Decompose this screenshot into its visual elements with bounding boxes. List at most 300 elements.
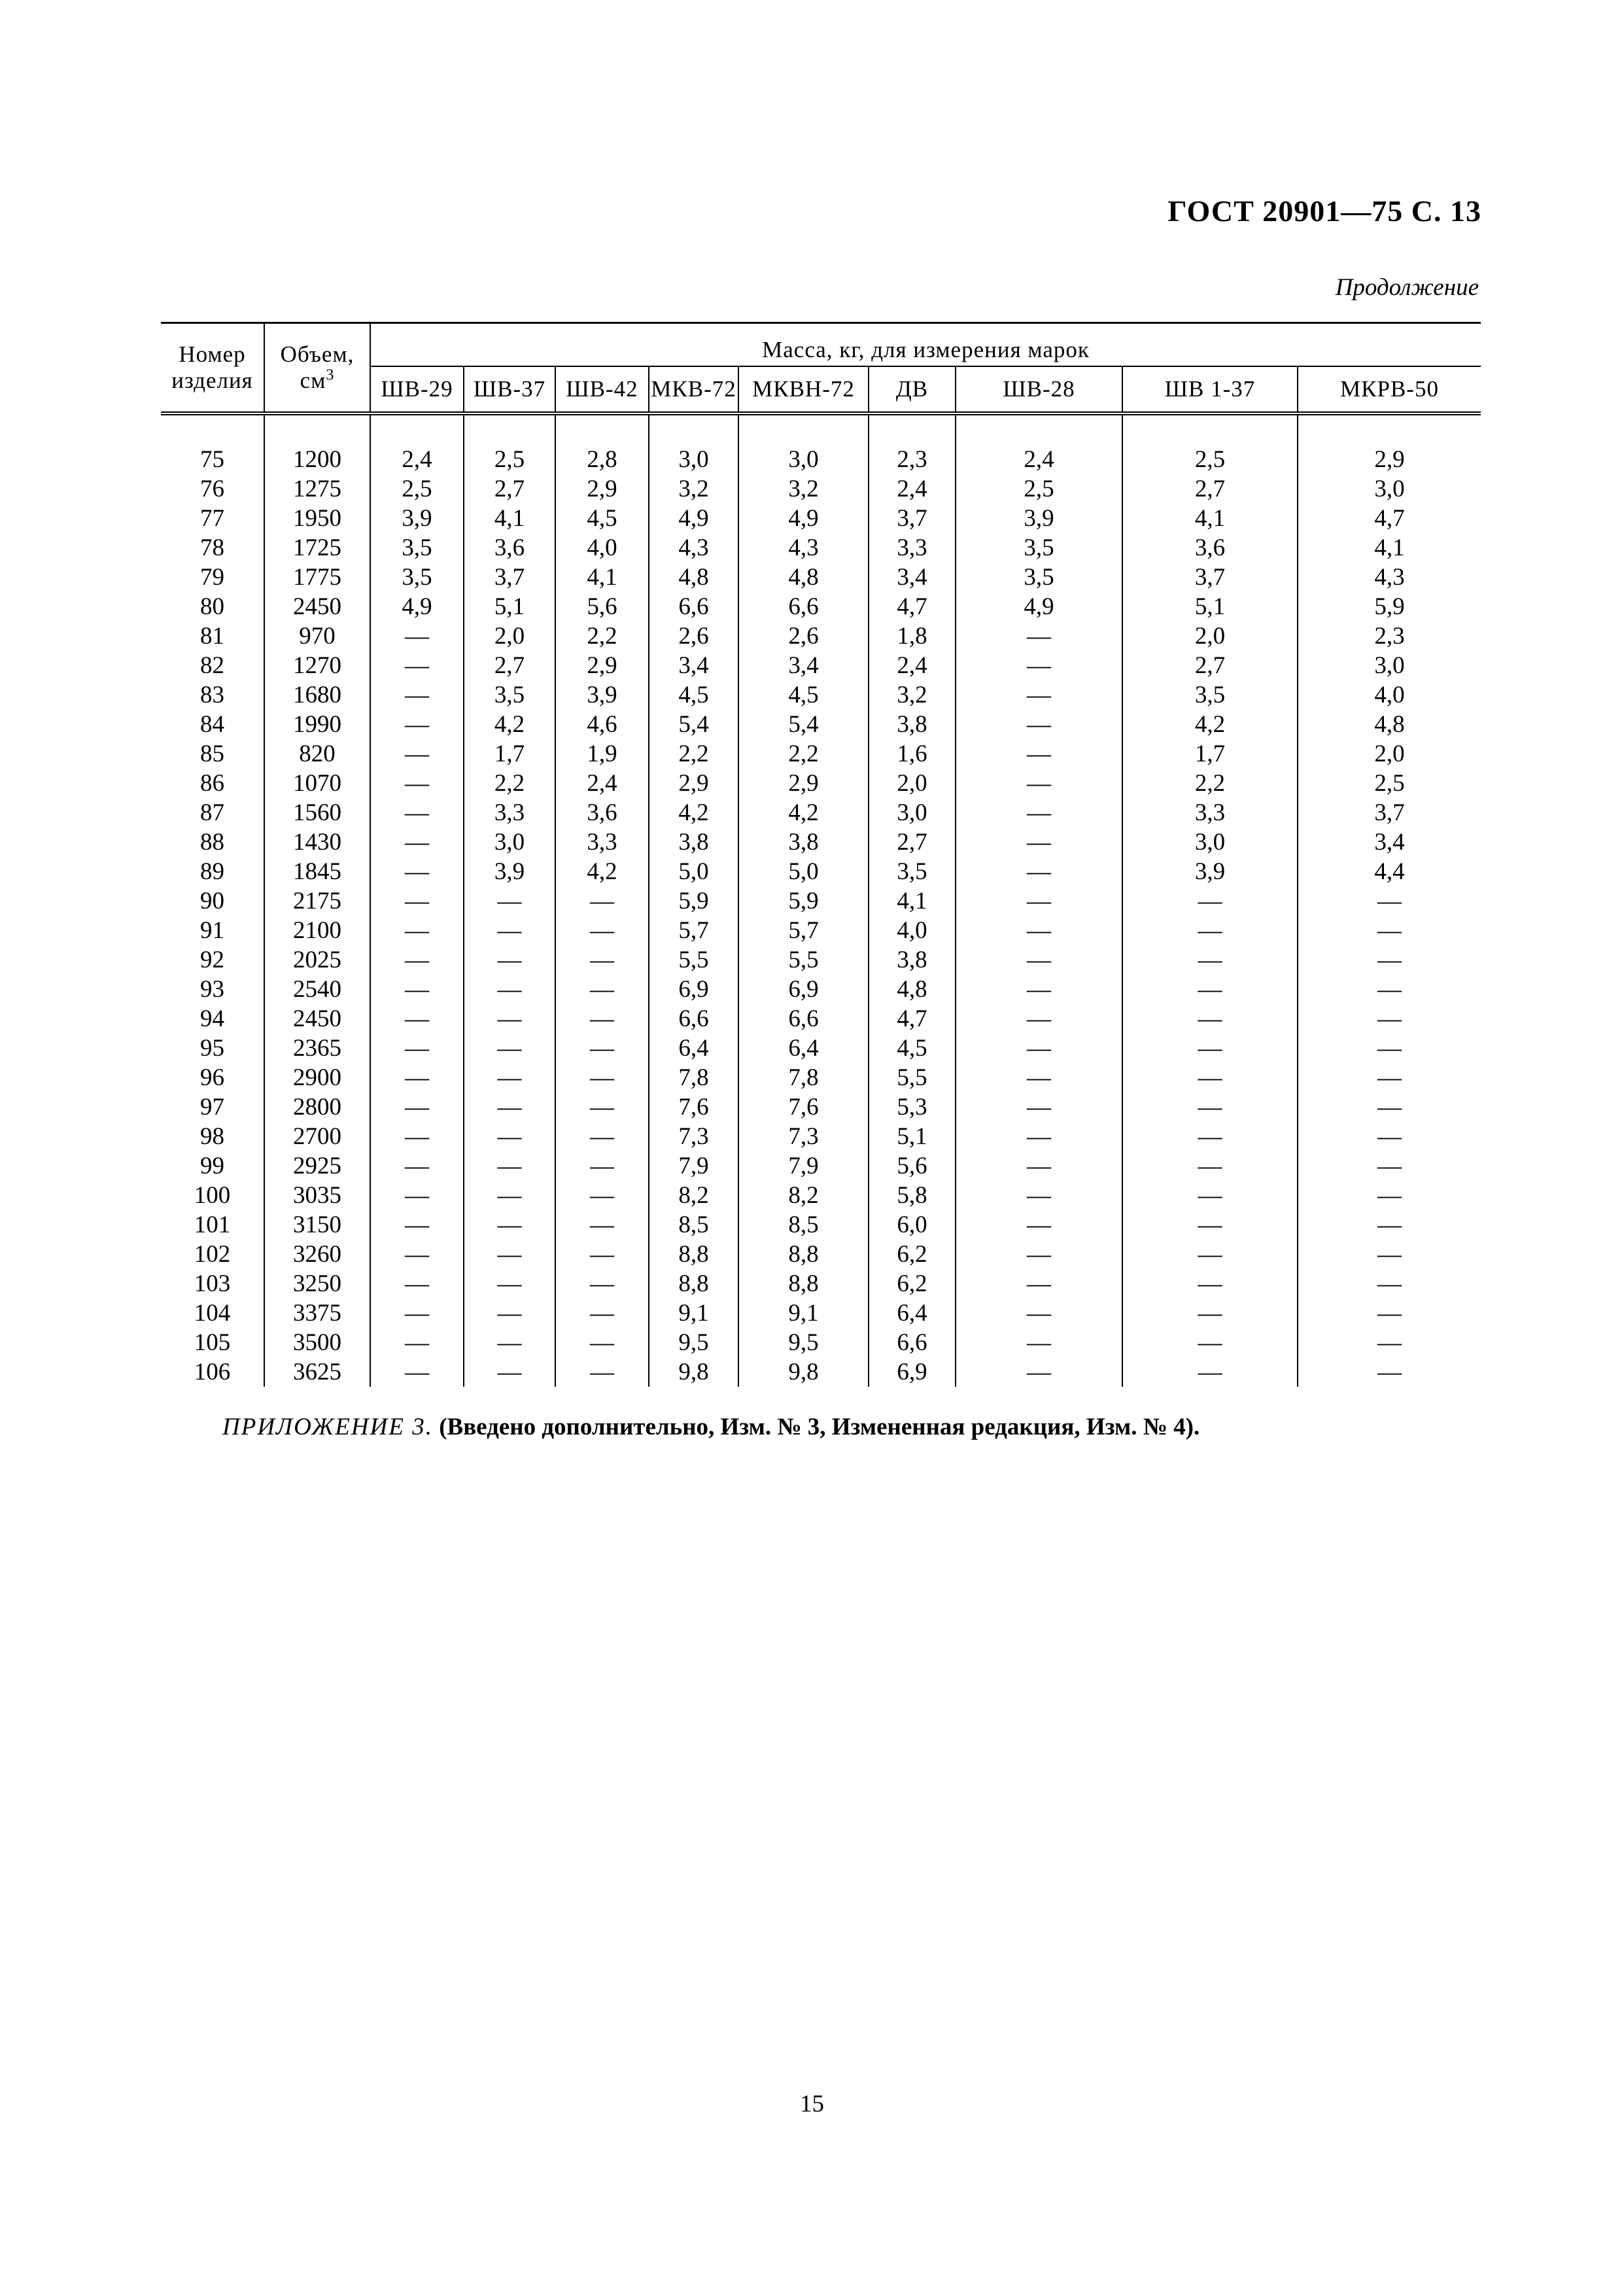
table-cell: 3,0 xyxy=(1298,651,1481,680)
table-cell: — xyxy=(370,975,464,1004)
table-cell: — xyxy=(1122,1122,1298,1151)
table-cell: 8,8 xyxy=(649,1269,738,1298)
table-cell: — xyxy=(464,1034,555,1063)
table-cell: — xyxy=(1298,945,1481,975)
table-cell: 5,9 xyxy=(1298,592,1481,621)
table-cell: 9,5 xyxy=(738,1328,869,1357)
table-cell: 5,5 xyxy=(738,945,869,975)
table-cell: 1,6 xyxy=(869,739,956,769)
table-cell: 3250 xyxy=(264,1269,370,1298)
table-cell: 4,1 xyxy=(464,504,555,533)
table-cell: — xyxy=(555,1034,649,1063)
table-cell: 4,1 xyxy=(1122,504,1298,533)
table-cell: — xyxy=(956,886,1122,916)
header-brand: ШВ 1-37 xyxy=(1122,366,1298,413)
table-row xyxy=(161,1034,1481,1063)
table-cell: 4,2 xyxy=(464,710,555,739)
table-cell: 8,8 xyxy=(738,1269,869,1298)
table-cell: 3260 xyxy=(264,1240,370,1269)
table-cell: 2,7 xyxy=(1122,651,1298,680)
table-cell: 2,0 xyxy=(1298,739,1481,769)
table-cell: — xyxy=(1298,1328,1481,1357)
header-brand: ШВ-29 xyxy=(370,366,464,413)
table-cell: 102 xyxy=(161,1240,264,1269)
table-cell: — xyxy=(370,1181,464,1210)
table-cell: 4,8 xyxy=(649,563,738,592)
header-brand: МКВ-72 xyxy=(649,366,738,413)
table-cell: 86 xyxy=(161,769,264,798)
table-cell: 9,8 xyxy=(738,1357,869,1387)
table-cell: 81 xyxy=(161,621,264,651)
table-cell: 106 xyxy=(161,1357,264,1387)
table-row xyxy=(161,1151,1481,1181)
table-cell: 2,9 xyxy=(649,769,738,798)
table-cell: — xyxy=(370,710,464,739)
table-cell: — xyxy=(1298,1181,1481,1210)
table-cell: 3,5 xyxy=(956,533,1122,563)
table-cell: 1200 xyxy=(264,445,370,474)
table-cell: 8,5 xyxy=(649,1210,738,1240)
table-row xyxy=(161,1092,1481,1122)
table-cell: 3,5 xyxy=(956,563,1122,592)
table-cell: 88 xyxy=(161,827,264,857)
table-cell: 2,5 xyxy=(1298,769,1481,798)
table-row xyxy=(161,975,1481,1004)
table-cell: 2,7 xyxy=(464,651,555,680)
table-cell: 3,0 xyxy=(464,827,555,857)
table-row xyxy=(161,739,1481,769)
table-cell: 3,5 xyxy=(1122,680,1298,710)
table-cell: 6,9 xyxy=(738,975,869,1004)
table-cell: 3,6 xyxy=(555,798,649,827)
table-cell: 2,2 xyxy=(464,769,555,798)
table-cell: — xyxy=(370,1328,464,1357)
table-cell: — xyxy=(370,1004,464,1034)
table-cell: — xyxy=(464,1122,555,1151)
table-cell: 6,4 xyxy=(738,1034,869,1063)
table-cell: — xyxy=(1122,1151,1298,1181)
table-cell: — xyxy=(370,680,464,710)
table-cell: 82 xyxy=(161,651,264,680)
table-cell: 2,6 xyxy=(738,621,869,651)
table-cell: — xyxy=(370,1298,464,1328)
table-row xyxy=(161,857,1481,886)
table-cell: 3,7 xyxy=(1298,798,1481,827)
header-brand: ШВ-42 xyxy=(555,366,649,413)
table-cell: 3,5 xyxy=(869,857,956,886)
table-cell: 3,0 xyxy=(1298,474,1481,504)
table-cell: 3,3 xyxy=(1122,798,1298,827)
table-cell: 5,5 xyxy=(649,945,738,975)
page-number: 15 xyxy=(800,2091,824,2117)
table-cell: 78 xyxy=(161,533,264,563)
table-cell: 4,1 xyxy=(555,563,649,592)
table-cell: 2700 xyxy=(264,1122,370,1151)
table-cell: 6,6 xyxy=(738,592,869,621)
table-cell: 6,9 xyxy=(649,975,738,1004)
table-cell: — xyxy=(370,1092,464,1122)
table-cell: 4,0 xyxy=(555,533,649,563)
table-cell: 76 xyxy=(161,474,264,504)
table-cell: 3375 xyxy=(264,1298,370,1328)
table-cell: 3035 xyxy=(264,1181,370,1210)
table-cell: — xyxy=(1122,1357,1298,1387)
table-cell: 5,8 xyxy=(869,1181,956,1210)
table-cell: 4,3 xyxy=(738,533,869,563)
table-row xyxy=(161,592,1481,621)
table-cell: 7,6 xyxy=(738,1092,869,1122)
table-cell: 5,4 xyxy=(649,710,738,739)
table-cell: 79 xyxy=(161,563,264,592)
table-cell: — xyxy=(1298,1298,1481,1328)
table-cell: — xyxy=(1122,945,1298,975)
table-cell: — xyxy=(956,1063,1122,1092)
table-cell: — xyxy=(555,1357,649,1387)
table-cell: — xyxy=(370,739,464,769)
table-cell: 3,6 xyxy=(464,533,555,563)
table-cell: — xyxy=(370,798,464,827)
table-cell: 4,5 xyxy=(738,680,869,710)
table-cell: — xyxy=(1122,1240,1298,1269)
table-cell: 5,1 xyxy=(1122,592,1298,621)
table-cell: 2,9 xyxy=(555,474,649,504)
table-cell: 2925 xyxy=(264,1151,370,1181)
header-separator xyxy=(161,413,1481,445)
table-cell: 8,8 xyxy=(738,1240,869,1269)
table-cell: 4,3 xyxy=(649,533,738,563)
table-cell: 8,8 xyxy=(649,1240,738,1269)
table-cell: — xyxy=(1298,1092,1481,1122)
table-cell: 7,8 xyxy=(649,1063,738,1092)
table-cell: — xyxy=(555,945,649,975)
table-cell: — xyxy=(1122,1269,1298,1298)
table-cell: 5,7 xyxy=(649,916,738,945)
table-row xyxy=(161,533,1481,563)
table-cell: 2900 xyxy=(264,1063,370,1092)
table-cell: 4,8 xyxy=(869,975,956,1004)
table-row xyxy=(161,827,1481,857)
table-cell: 2,4 xyxy=(956,445,1122,474)
table-cell: 80 xyxy=(161,592,264,621)
table-cell: 3,7 xyxy=(1122,563,1298,592)
table-cell: 2540 xyxy=(264,975,370,1004)
table-cell: 2450 xyxy=(264,592,370,621)
table-cell: 8,2 xyxy=(649,1181,738,1210)
table-cell: — xyxy=(370,1357,464,1387)
table-row xyxy=(161,945,1481,975)
table-cell: 2,5 xyxy=(956,474,1122,504)
header-brand: ШВ-28 xyxy=(956,366,1122,413)
table-cell: — xyxy=(956,798,1122,827)
table-cell: — xyxy=(1122,1328,1298,1357)
table-cell: — xyxy=(370,1151,464,1181)
table-cell: 2,5 xyxy=(370,474,464,504)
table-cell: 4,1 xyxy=(869,886,956,916)
table-cell: — xyxy=(1298,1034,1481,1063)
table-body xyxy=(161,413,1481,1387)
table-cell: 3150 xyxy=(264,1210,370,1240)
table-cell: — xyxy=(1122,975,1298,1004)
table-cell: 2450 xyxy=(264,1004,370,1034)
table-cell: 3,3 xyxy=(555,827,649,857)
table-row xyxy=(161,798,1481,827)
document-header-title: ГОСТ 20901—75 С. 13 xyxy=(1167,194,1481,228)
table-cell: — xyxy=(464,1328,555,1357)
table-cell: — xyxy=(956,1298,1122,1328)
table-cell: — xyxy=(555,1328,649,1357)
table-cell: 6,4 xyxy=(869,1298,956,1328)
table-cell: 2,2 xyxy=(738,739,869,769)
header-brand: МКВН-72 xyxy=(738,366,869,413)
table-cell: — xyxy=(956,1210,1122,1240)
table-cell: — xyxy=(370,651,464,680)
table-cell: 3,9 xyxy=(956,504,1122,533)
table-row xyxy=(161,1240,1481,1269)
table-cell: 91 xyxy=(161,916,264,945)
table-cell: 2,0 xyxy=(869,769,956,798)
table-cell: 4,9 xyxy=(956,592,1122,621)
table-cell: 5,0 xyxy=(738,857,869,886)
table-cell: 3,9 xyxy=(464,857,555,886)
table-cell: 4,5 xyxy=(869,1034,956,1063)
table-cell: — xyxy=(370,1210,464,1240)
table-cell: 4,9 xyxy=(649,504,738,533)
table-cell: 98 xyxy=(161,1122,264,1151)
table-cell: — xyxy=(956,1328,1122,1357)
table-cell: — xyxy=(464,945,555,975)
table-cell: — xyxy=(370,916,464,945)
table-cell: 3,4 xyxy=(738,651,869,680)
table-cell: — xyxy=(956,1034,1122,1063)
table-cell: — xyxy=(956,1357,1122,1387)
footnote-text: (Введено дополнительно, Изм. № 3, Измененная редакция, Изм. № 4). xyxy=(439,1414,1200,1440)
table-cell: 2,3 xyxy=(869,445,956,474)
header-volume xyxy=(264,323,370,414)
table-cell: 84 xyxy=(161,710,264,739)
table-cell: 4,2 xyxy=(1122,710,1298,739)
table-cell: 3,5 xyxy=(464,680,555,710)
table-cell: 2,2 xyxy=(649,739,738,769)
table-cell: 104 xyxy=(161,1298,264,1328)
table-cell: 99 xyxy=(161,1151,264,1181)
table-cell: 2800 xyxy=(264,1092,370,1122)
table-cell: 5,9 xyxy=(738,886,869,916)
table-cell: — xyxy=(370,827,464,857)
table-cell: 9,1 xyxy=(649,1298,738,1328)
table-cell: 4,9 xyxy=(738,504,869,533)
table-cell: 7,8 xyxy=(738,1063,869,1092)
header-volume-text: Объем, см xyxy=(280,341,354,393)
table-cell: 2100 xyxy=(264,916,370,945)
table-cell: 2025 xyxy=(264,945,370,975)
table-cell: 6,4 xyxy=(649,1034,738,1063)
table-cell: — xyxy=(464,975,555,1004)
header-brand: МКРВ-50 xyxy=(1298,366,1481,413)
table-cell: 3,9 xyxy=(1122,857,1298,886)
table-cell: — xyxy=(1298,1063,1481,1092)
table-cell: 2,7 xyxy=(464,474,555,504)
table-cell: — xyxy=(956,1092,1122,1122)
table-cell: 95 xyxy=(161,1034,264,1063)
table-cell: 4,7 xyxy=(869,1004,956,1034)
table-cell: 8,5 xyxy=(738,1210,869,1240)
table-cell: 2,9 xyxy=(738,769,869,798)
table-cell: — xyxy=(555,1269,649,1298)
table-cell: — xyxy=(370,857,464,886)
table-row xyxy=(161,1210,1481,1240)
table-cell: — xyxy=(956,739,1122,769)
table-cell: 970 xyxy=(264,621,370,651)
table-cell: 7,9 xyxy=(649,1151,738,1181)
table-cell: 1270 xyxy=(264,651,370,680)
table-cell: 2,5 xyxy=(464,445,555,474)
table-cell: 2,2 xyxy=(1122,769,1298,798)
table-cell: 3,9 xyxy=(555,680,649,710)
table-cell: — xyxy=(464,1004,555,1034)
table-cell: 2,4 xyxy=(869,474,956,504)
table-cell: — xyxy=(370,769,464,798)
table-cell: 2,6 xyxy=(649,621,738,651)
table-cell: — xyxy=(464,1092,555,1122)
table-cell: — xyxy=(555,1004,649,1034)
table-cell: 4,0 xyxy=(869,916,956,945)
table-cell: 4,8 xyxy=(1298,710,1481,739)
table-cell: 1,8 xyxy=(869,621,956,651)
table-cell: 3,6 xyxy=(1122,533,1298,563)
table-cell: 4,5 xyxy=(555,504,649,533)
table-cell: — xyxy=(370,886,464,916)
table-cell: — xyxy=(555,975,649,1004)
table-cell: 75 xyxy=(161,445,264,474)
table-cell: 2175 xyxy=(264,886,370,916)
table-cell: 105 xyxy=(161,1328,264,1357)
table-cell: 1845 xyxy=(264,857,370,886)
table-cell: 3,5 xyxy=(370,533,464,563)
table-cell: — xyxy=(464,1151,555,1181)
table-cell: — xyxy=(956,827,1122,857)
table-cell: 3,3 xyxy=(869,533,956,563)
table-cell: 97 xyxy=(161,1092,264,1122)
table-cell: 6,9 xyxy=(869,1357,956,1387)
table-cell: 6,6 xyxy=(649,1004,738,1034)
table-cell: 1430 xyxy=(264,827,370,857)
table-cell: — xyxy=(1298,916,1481,945)
table-cell: 4,2 xyxy=(738,798,869,827)
table-cell: 93 xyxy=(161,975,264,1004)
table-cell: 2,4 xyxy=(555,769,649,798)
table-cell: 3,8 xyxy=(649,827,738,857)
table-cell: 1775 xyxy=(264,563,370,592)
table-cell: 3,3 xyxy=(464,798,555,827)
table-cell: — xyxy=(464,1269,555,1298)
table-cell: 4,7 xyxy=(869,592,956,621)
table-cell: 3625 xyxy=(264,1357,370,1387)
table-cell: — xyxy=(956,621,1122,651)
table-cell: — xyxy=(1122,1063,1298,1092)
table-cell: 6,6 xyxy=(738,1004,869,1034)
table-cell: 5,9 xyxy=(649,886,738,916)
table-row xyxy=(161,651,1481,680)
table-cell: — xyxy=(555,1092,649,1122)
table-row xyxy=(161,1063,1481,1092)
table-cell: 3,9 xyxy=(370,504,464,533)
table-cell: 3,0 xyxy=(1122,827,1298,857)
table-cell: 100 xyxy=(161,1181,264,1210)
table-cell: — xyxy=(370,1034,464,1063)
table-cell: — xyxy=(464,1298,555,1328)
table-cell: 2,4 xyxy=(869,651,956,680)
table-row xyxy=(161,1328,1481,1357)
table-cell: 5,3 xyxy=(869,1092,956,1122)
table-cell: — xyxy=(1298,975,1481,1004)
table-cell: 3,7 xyxy=(869,504,956,533)
table-cell: — xyxy=(464,1210,555,1240)
table-cell: — xyxy=(956,680,1122,710)
table-row xyxy=(161,710,1481,739)
table-cell: 94 xyxy=(161,1004,264,1034)
table-cell: 3,8 xyxy=(869,945,956,975)
table-cell: 90 xyxy=(161,886,264,916)
table-cell: 1,9 xyxy=(555,739,649,769)
table-cell: 1275 xyxy=(264,474,370,504)
table-cell: 4,5 xyxy=(649,680,738,710)
table-cell: — xyxy=(1298,1240,1481,1269)
header-brand: ШВ-37 xyxy=(464,366,555,413)
table-cell: — xyxy=(555,1210,649,1240)
table-row xyxy=(161,680,1481,710)
table-cell: 4,7 xyxy=(1298,504,1481,533)
table-row xyxy=(161,1181,1481,1210)
table-cell: 3,5 xyxy=(370,563,464,592)
table-cell: 87 xyxy=(161,798,264,827)
table-row xyxy=(161,1357,1481,1387)
table-cell: — xyxy=(464,1063,555,1092)
table-cell: 83 xyxy=(161,680,264,710)
table-row xyxy=(161,474,1481,504)
table-cell: — xyxy=(464,1357,555,1387)
table-cell: 92 xyxy=(161,945,264,975)
table-cell: — xyxy=(1298,886,1481,916)
table-cell: 3,2 xyxy=(738,474,869,504)
table-cell: — xyxy=(956,1151,1122,1181)
table-cell: — xyxy=(464,1240,555,1269)
table-cell: 5,5 xyxy=(869,1063,956,1092)
table-cell: — xyxy=(464,916,555,945)
table-cell: — xyxy=(956,975,1122,1004)
table-cell: 85 xyxy=(161,739,264,769)
table-cell: 5,1 xyxy=(464,592,555,621)
mass-table xyxy=(161,322,1481,1387)
table-cell: 4,8 xyxy=(738,563,869,592)
table-cell: — xyxy=(555,1151,649,1181)
table-cell: 3,7 xyxy=(464,563,555,592)
table-cell: 5,6 xyxy=(555,592,649,621)
table-cell: 2,0 xyxy=(1122,621,1298,651)
table-row xyxy=(161,445,1481,474)
table-cell: — xyxy=(1298,1210,1481,1240)
table-cell: 2,2 xyxy=(555,621,649,651)
table-cell: 4,6 xyxy=(555,710,649,739)
table-cell: 9,8 xyxy=(649,1357,738,1387)
table-cell: 2,9 xyxy=(555,651,649,680)
table-cell: — xyxy=(370,1063,464,1092)
table-cell: — xyxy=(1122,1298,1298,1328)
continuation-label: Продолжение xyxy=(1335,274,1479,301)
table-row xyxy=(161,1004,1481,1034)
table-cell: 1,7 xyxy=(464,739,555,769)
table-row xyxy=(161,1122,1481,1151)
table-row xyxy=(161,886,1481,916)
